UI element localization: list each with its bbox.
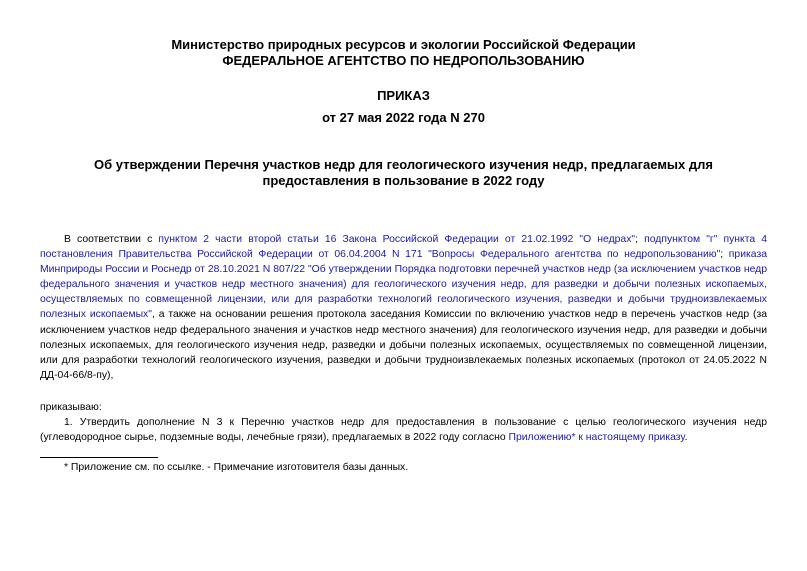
preamble-paragraph bbox=[40, 232, 767, 383]
ministry-name: Министерство природных ресурсов и экологии Российской Федерации bbox=[171, 37, 636, 52]
order-item-1-text: 1. Утвердить дополнение N 3 к Перечню участков недр для предоставления в пользование с целью геологического изучения недр (углеводородное сырье, подземные воды, лечебные грязи), предлагаемых в 2022 году согласно bbox=[40, 417, 767, 444]
preamble-text-2: ; bbox=[635, 234, 645, 245]
ministry-order-link[interactable]: приказа Минприроды России и Роснедр от 28.10.2021 N 807/22 "Об утверждении Порядка подготовки перечней участков недр (за исключением участков недр федерального значения и участков недр местного значения) для геологического изучения недр, для разведки и добычи полезных ископаемых, осуществляемых по совмещенной лицензии, или для разработки технологий геологического изучения, разведки и добычи трудноизвлекаемых полезных ископаемых" bbox=[40, 249, 767, 321]
government-resolution-link[interactable]: подпунктом "г" пункта 4 постановления Правительства Российской Федерации от 06.04.2004 N 171 "Вопросы Федерального агентства по недропользованию" bbox=[40, 234, 768, 261]
document-date: от 27 мая 2022 года N 270 bbox=[322, 110, 485, 125]
law-on-subsoil-link[interactable]: пунктом 2 части второй статьи 16 Закона Российской Федерации от 21.02.1992 "О недрах" bbox=[158, 234, 636, 245]
order-item-1 bbox=[40, 415, 767, 445]
orders-heading: приказываю: bbox=[40, 402, 102, 413]
preamble-text-1: В соответствии с bbox=[64, 234, 159, 245]
footnote: * Приложение см. по ссылке. - Примечание изготовителя базы данных. bbox=[64, 462, 409, 473]
preamble-text-3: ; bbox=[720, 249, 729, 261]
document-type: ПРИКАЗ bbox=[377, 88, 430, 103]
document-title-line-2: предоставления в пользование в 2022 году bbox=[262, 173, 545, 188]
document-title-line-1: Об утверждении Перечня участков недр для геологического изучения недр, предлагаемых для bbox=[94, 157, 713, 172]
order-item-1-end: . bbox=[684, 432, 688, 444]
footnote-divider bbox=[40, 457, 158, 458]
agency-name: ФЕДЕРАЛЬНОЕ АГЕНТСТВО ПО НЕДРОПОЛЬЗОВАНИЮ bbox=[222, 53, 585, 68]
appendix-link[interactable]: Приложению* к настоящему приказу bbox=[508, 432, 685, 444]
preamble-text-4: , а также на основании решения протокола заседания Комиссии по включению участков недр в перечень участков недр (за исключением участков недр федерального значения и участков недр местного значения) для геологического изучения недр, для разведки и добычи полезных ископаемых, для геологического изучения недр, разведки и добычи полезных ископаемых, осуществляемых по совмещенной лицензии, или для разработки технологий геологического изучения, разведки и добычи трудноизвлекаемых полезных ископаемых (протокол от 24.05.2022 N ДД-04-66/8-пу), bbox=[40, 309, 768, 381]
